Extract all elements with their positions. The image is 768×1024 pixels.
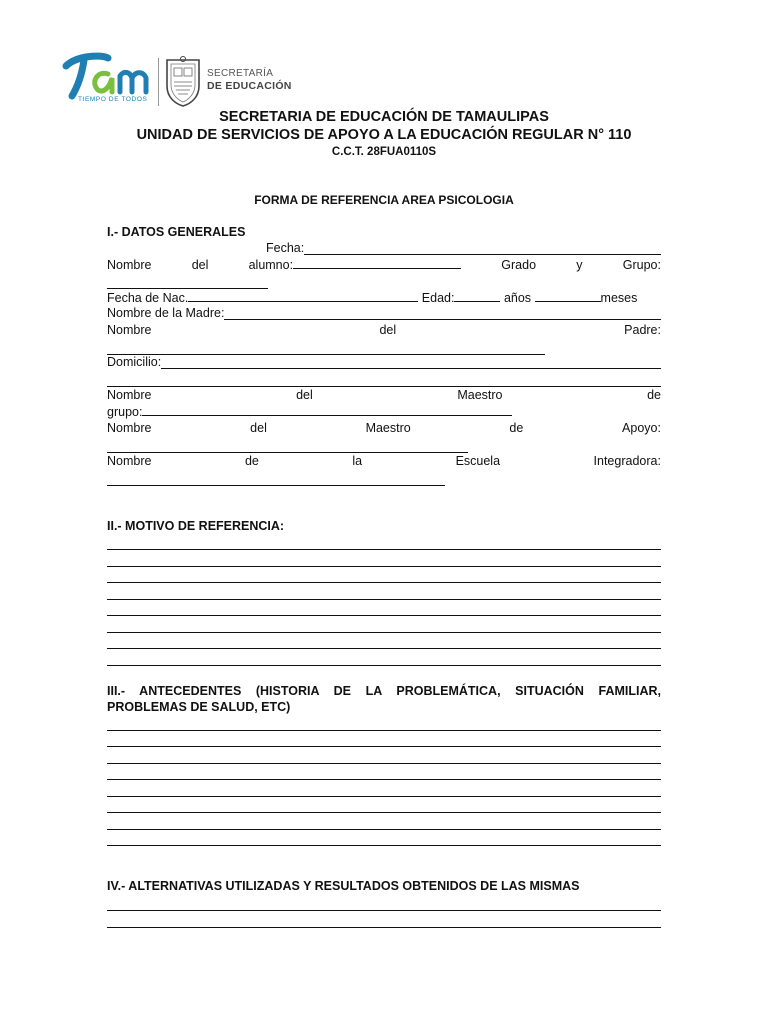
tam-tagline: TIEMPO DE TODOS	[78, 96, 148, 103]
escuela-blank[interactable]	[107, 485, 445, 486]
antecedentes-line[interactable]	[107, 812, 661, 813]
motivo-line[interactable]	[107, 599, 661, 600]
padre-label-1: Nombre	[107, 323, 152, 337]
meses-blank[interactable]	[535, 290, 601, 302]
logo-divider	[158, 58, 159, 106]
domicilio-label: Domicilio:	[107, 355, 162, 369]
maestro-grupo-label-5: grupo:	[107, 405, 143, 419]
escuela-label-5: Integradora:	[593, 454, 661, 468]
alumno-field[interactable]	[249, 257, 461, 272]
antecedentes-line[interactable]	[107, 845, 661, 846]
section-antecedentes-line2: PROBLEMAS DE SALUD, ETC)	[107, 700, 291, 714]
antecedentes-line[interactable]	[107, 796, 661, 797]
motivo-line[interactable]	[107, 566, 661, 567]
section-motivo-referencia: II.- MOTIVO DE REFERENCIA:	[107, 519, 285, 533]
alumno-row	[107, 257, 661, 272]
antecedentes-line[interactable]	[107, 829, 661, 830]
header-cct: C.C.T. 28FUA0110S	[331, 146, 437, 158]
y-label: y	[576, 258, 583, 272]
nacimiento-row	[107, 290, 661, 305]
tam-logo-text: Tam	[62, 52, 64, 53]
maestro-apoyo-blank[interactable]	[107, 452, 468, 453]
header-line-1: SECRETARIA DE EDUCACIÓN DE TAMAULIPAS	[219, 109, 549, 125]
alumno-label-2: del	[191, 258, 209, 272]
motivo-line[interactable]	[107, 615, 661, 616]
maestro-apoyo-row	[107, 421, 661, 435]
padre-row	[107, 323, 661, 337]
secretaria-logo-line1: SECRETARÍA	[207, 68, 274, 79]
maestro-apoyo-label-4: de	[509, 421, 524, 435]
alumno-label-1: Nombre	[107, 258, 152, 272]
motivo-line[interactable]	[107, 549, 661, 550]
maestro-grupo-label-1: Nombre	[107, 388, 152, 402]
maestro-apoyo-label-1: Nombre	[107, 421, 152, 435]
edad-blank[interactable]	[454, 290, 500, 302]
domicilio-blank[interactable]	[161, 357, 661, 369]
form-title: FORMA DE REFERENCIA AREA PSICOLOGIA	[254, 193, 514, 207]
maestro-apoyo-label-2: del	[250, 421, 267, 435]
fecha-nac-blank[interactable]	[188, 290, 418, 302]
escuela-label-3: la	[352, 454, 363, 468]
meses-label: meses	[600, 291, 638, 305]
escuela-label-2: de	[244, 454, 259, 468]
section-datos-generales: I.- DATOS GENERALES	[107, 225, 246, 239]
maestro-apoyo-label-5: Apoyo:	[622, 421, 661, 435]
tam-logo	[62, 52, 158, 102]
antecedentes-line[interactable]	[107, 746, 661, 747]
antecedentes-line[interactable]	[107, 763, 661, 764]
alumno-label-3: alumno:	[248, 258, 294, 272]
alternativas-line[interactable]	[107, 927, 661, 928]
motivo-line[interactable]	[107, 665, 661, 666]
antecedentes-line[interactable]	[107, 779, 661, 780]
secretaria-logo-line2: DE EDUCACIÓN	[207, 80, 292, 92]
madre-blank[interactable]	[224, 308, 661, 320]
state-seal-icon	[164, 56, 202, 108]
escuela-label-1: Nombre	[107, 454, 152, 468]
fecha-field[interactable]	[266, 241, 661, 255]
madre-row	[107, 306, 661, 320]
motivo-line[interactable]	[107, 632, 661, 633]
header-logos	[62, 52, 302, 112]
edad-label: Edad:	[421, 291, 455, 305]
anos-label: años	[503, 291, 532, 305]
motivo-line[interactable]	[107, 582, 661, 583]
padre-label-2: del	[379, 323, 397, 337]
fecha-nac-label: Fecha de Nac.	[107, 291, 189, 305]
maestro-grupo-label-3: Maestro	[457, 388, 503, 402]
madre-label: Nombre de la Madre:	[107, 306, 225, 320]
antecedentes-line[interactable]	[107, 730, 661, 731]
maestro-grupo-label-4: de	[647, 388, 661, 402]
maestro-apoyo-label-3: Maestro	[365, 421, 411, 435]
section-alternativas: IV.- ALTERNATIVAS UTILIZADAS Y RESULTADOS OBTENIDOS DE LAS MISMAS	[107, 879, 580, 893]
domicilio-row	[107, 355, 661, 369]
header-line-2: UNIDAD DE SERVICIOS DE APOYO A LA EDUCACIÓN REGULAR N° 110	[136, 127, 632, 143]
section-antecedentes-line1: III.- ANTECEDENTES (HISTORIA DE LA PROBLEMÁTICA, SITUACIÓN FAMILIAR,	[107, 684, 661, 698]
grupo-label: Grupo:	[622, 258, 661, 272]
maestro-grupo-row	[107, 388, 661, 402]
grupo-blank[interactable]	[107, 288, 268, 289]
fecha-blank[interactable]	[304, 243, 661, 255]
maestro-grupo-field[interactable]	[107, 404, 661, 419]
alumno-blank[interactable]	[293, 257, 461, 269]
domicilio-blank-2[interactable]	[107, 386, 661, 387]
grado-label: Grado	[501, 258, 537, 272]
padre-label-3: Padre:	[624, 323, 661, 337]
escuela-row	[107, 454, 661, 468]
maestro-grupo-blank[interactable]	[142, 404, 512, 416]
escuela-label-4: Escuela	[455, 454, 501, 468]
fecha-label: Fecha:	[266, 241, 305, 255]
motivo-line[interactable]	[107, 648, 661, 649]
maestro-grupo-label-2: del	[296, 388, 313, 402]
alternativas-line[interactable]	[107, 910, 661, 911]
